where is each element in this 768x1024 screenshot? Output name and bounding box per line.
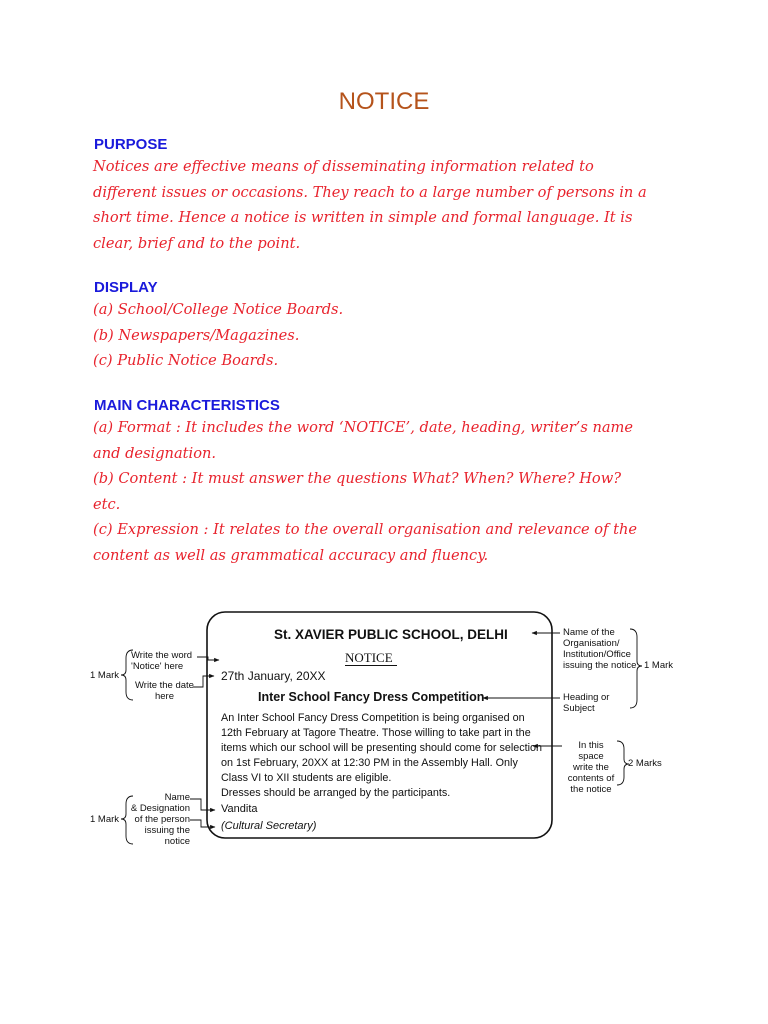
arrow-word bbox=[197, 657, 219, 660]
annotation-contents bbox=[565, 740, 617, 795]
characteristics-heading: MAIN CHARACTERISTICS bbox=[94, 397, 280, 414]
annotation-line: Name bbox=[164, 792, 190, 803]
annotation-mark-left-2: 1 Mark bbox=[90, 814, 120, 825]
annotation-line: In this space bbox=[578, 740, 604, 762]
notice-word: NOTICE bbox=[345, 650, 393, 665]
characteristics-line: and designation. bbox=[93, 444, 217, 462]
annotation-line: write the bbox=[573, 762, 609, 773]
annotation-line: notice bbox=[164, 836, 190, 847]
notice-writer-name: Vandita bbox=[221, 803, 258, 815]
annotation-line: Institution/Office bbox=[563, 649, 631, 660]
annotation-line: Organisation/ bbox=[563, 638, 620, 649]
display-heading: DISPLAY bbox=[94, 279, 158, 296]
annotation-mark-right-2: 2 Marks bbox=[628, 758, 662, 769]
notice-body-line: items which our school will be presenting should come for selection bbox=[221, 742, 543, 754]
annotation-line: issuing the notice bbox=[563, 660, 637, 671]
annotation-write-date bbox=[135, 680, 194, 702]
annotation-org-name bbox=[563, 627, 636, 671]
annotation-line: Name of the bbox=[563, 627, 615, 638]
notice-heading: Inter School Fancy Dress Competition bbox=[258, 690, 485, 704]
annotation-line: Write the date bbox=[135, 680, 194, 691]
annotation-mark-right-1: 1 Mark bbox=[644, 660, 674, 671]
annotation-line: 'Notice' here bbox=[131, 661, 184, 672]
purpose-heading: PURPOSE bbox=[94, 136, 168, 153]
characteristics-line: etc. bbox=[93, 495, 121, 513]
annotation-heading-subject bbox=[563, 692, 609, 714]
characteristics-line: content as well as grammatical accuracy and fluency. bbox=[93, 546, 489, 564]
annotation-line: issuing the bbox=[144, 825, 190, 836]
display-item: (a) School/College Notice Boards. bbox=[93, 301, 344, 318]
notice-word-underline bbox=[345, 665, 397, 666]
arrow-name bbox=[190, 799, 215, 810]
notice-writer-designation: (Cultural Secretary) bbox=[221, 820, 317, 832]
purpose-line: Notices are effective means of disseminating information related to bbox=[93, 158, 594, 175]
notice-date: 27th January, 20XX bbox=[221, 669, 326, 683]
annotation-line: the notice bbox=[570, 784, 612, 795]
annotation-mark-left-1: 1 Mark bbox=[90, 670, 120, 681]
page-title: NOTICE bbox=[338, 88, 430, 115]
annotation-name-designation bbox=[126, 792, 190, 847]
notice-body-line: An Inter School Fancy Dress Competition is being organised on bbox=[221, 712, 525, 724]
annotation-line: here bbox=[154, 691, 174, 702]
arrow-designation bbox=[190, 820, 215, 827]
purpose-line: different issues or occasions. They reach to a large number of persons in a bbox=[93, 183, 647, 201]
annotation-line: & Designation bbox=[130, 803, 190, 814]
notice-body-line: 12th February at Tagore Theatre. Those willing to take part in the bbox=[221, 727, 531, 739]
notice-school-name: St. XAVIER PUBLIC SCHOOL, DELHI bbox=[274, 627, 508, 642]
notice-body-line: Dresses should be arranged by the participants. bbox=[221, 787, 451, 799]
purpose-line: short time. Hence a notice is written in simple and formal language. It is bbox=[93, 209, 633, 227]
characteristics-line: (b) Content : It must answer the questions What? When? Where? How? bbox=[93, 470, 622, 488]
annotation-line: Heading or bbox=[563, 692, 610, 703]
notice-body bbox=[221, 711, 542, 801]
display-item: (c) Public Notice Boards. bbox=[93, 352, 279, 370]
annotation-line: contents of bbox=[567, 773, 615, 784]
annotation-line: of the person bbox=[134, 814, 190, 825]
annotation-line: Write the word bbox=[131, 650, 193, 661]
characteristics-line: (c) Expression : It relates to the overall organisation and relevance of the bbox=[93, 521, 638, 539]
purpose-line: clear, brief and to the point. bbox=[93, 234, 301, 252]
notice-body-line: Class VI to XII students are eligible. bbox=[221, 772, 392, 784]
notice-body-line: on 1st February, 20XX at 12:30 PM in the Assembly Hall. Only bbox=[221, 757, 518, 769]
annotation-write-word bbox=[131, 650, 192, 672]
annotation-line: Subject bbox=[563, 703, 595, 714]
arrow-date bbox=[193, 676, 214, 687]
display-item: (b) Newspapers/Magazines. bbox=[93, 326, 300, 344]
characteristics-line: (a) Format : It includes the word ‘NOTICE’, date, heading, writer’s name bbox=[93, 419, 634, 436]
